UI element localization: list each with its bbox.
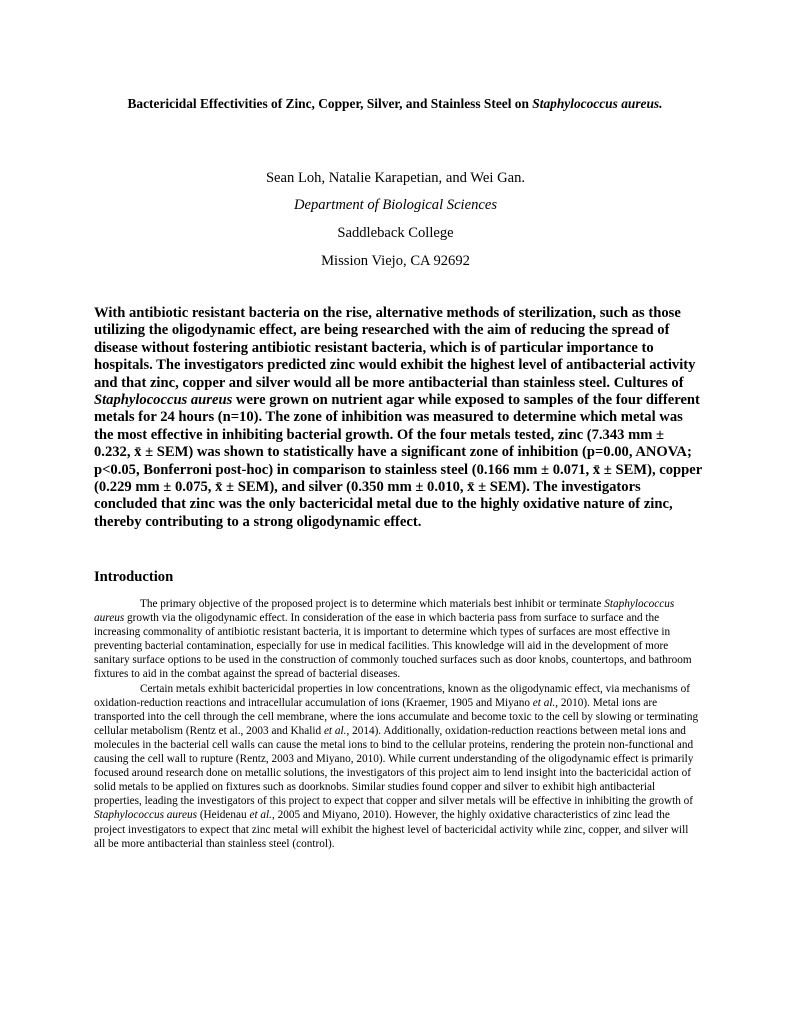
abstract [94,305,704,531]
citation-et-al: et al. [249,809,272,822]
title-species: Staphylococcus aureus. [532,96,663,111]
abstract-part-2: were grown on nutrient agar while exposed to samples of the four different metals for 24 hours (n=10). The zone of inhibition was measured to determine which metal was the most effective in inhibiting bacterial growth. Of the four metals tested, zinc (7.343 mm ± 0.232, x̄ ± SEM) was shown to statistically have a significant zone of inhibition (p=0.00, ANOVA; p<0.05, Bonferroni post-hoc) in comparison to stainless steel (0.166 mm ± 0.071, x̄ ± SEM), copper (0.229 mm ± 0.075, x̄ ± SEM), and silver (0.350 mm ± 0.010, x̄ ± SEM). The investigators concluded that zinc was the only bactericidal metal due to the highly oxidative nature of zinc, thereby contributing to a strong oligodynamic effect. [94,392,702,530]
college: Saddleback College [337,225,454,241]
paragraph-text: , 2014). Additionally, oxidation-reduction reactions between metal ions and molecules in the bacterial cell walls can cause the metal ions to bind to the cellular proteins, rendering the protein non-functional and causing the cell wall to rupture (Rentz, 2003 and Miyano, 2010). While current understanding of the oligodynamic effect is primarily focused around research done on metallic solutions, the investigators of this project aim to lend insight into the bactericidal action of solid metals to be applied on fixtures such as doorknobs. Similar studies found copper and silver to exhibit high antibacterial properties, leading the investigators of this project to expect that copper and silver metals will be effective in inhibiting the growth of [94,724,694,808]
department: Department of Biological Sciences [293,197,498,213]
paper-title [95,95,695,113]
paragraph-text: The primary objective of the proposed project is to determine which materials best inhibit or terminate [140,598,605,610]
section-heading-introduction: Introduction [94,569,174,585]
introduction-paragraph-2 [94,682,700,851]
citation-et-al: et al. [532,696,556,709]
paragraph-text: Certain metals exhibit bactericidal properties in low concentrations, known as the oligodynamic effect, via mechanisms of oxidation-reduction reactions and intracellular accumulation of ions (Kraemer, 1905 and Miyano [94,682,690,709]
paragraph-text: , 2010). Metal ions are transported into the cell through the cell membrane, where the ions accumulate and become toxic to the cell by slowing or terminating cellular metabolism (Rentz et al., 2003 and Khalid [94,696,699,737]
abstract-species: Staphylococcus aureus [94,392,233,409]
species-name: Staphylococcus aureus [94,598,675,625]
introduction-body [94,597,700,851]
paragraph-text: growth via the oligodynamic effect. In consideration of the ease in which bacteria pass from surface to surface and the increasing commonality of antibiotic resistant bacteria, it is important to determine which types of surfaces are most effective in preventing bacterial contamination, especially for use in medical facilities. This knowledge will aid in the development of more sanitary surface options to be used in the construction of commonly touched surfaces such as door knobs, countertops, and bathroom fixtures to aid in the combat against the spread of bacterial diseases. [94,612,692,681]
abstract-part-1: With antibiotic resistant bacteria on the rise, alternative methods of sterilization, such as those utilizing the oligodynamic effect, are being researched with the aim of reducing the spread of disease without fostering antibiotic resistant bacteria, which is of particular importance to hospitals. The investigators predicted zinc would exhibit the highest level of antibacterial activity and that zinc, copper and silver would all be more antibacterial than stainless steel. Cultures of [94,305,696,391]
paragraph-text: (Heidenau [197,809,250,822]
paragraph-text: , 2005 and Miyano, 2010). However, the highly oxidative characteristics of zinc lead the project investigators to expect that zinc metal will exhibit the highest level of bactericidal activity while zinc, copper, and silver will all be more antibacterial than stainless steel (control). [94,809,689,850]
title-main: Bactericidal Effectivities of Zinc, Copper, Silver, and Stainless Steel on [127,96,533,111]
species-name: Staphylococcus aureus [94,809,197,822]
location: Mission Viejo, CA 92692 [321,253,470,269]
introduction-paragraph-1 [94,597,700,682]
author-list: Sean Loh, Natalie Karapetian, and Wei Gan. [265,170,526,186]
citation-et-al: et al. [323,724,347,737]
